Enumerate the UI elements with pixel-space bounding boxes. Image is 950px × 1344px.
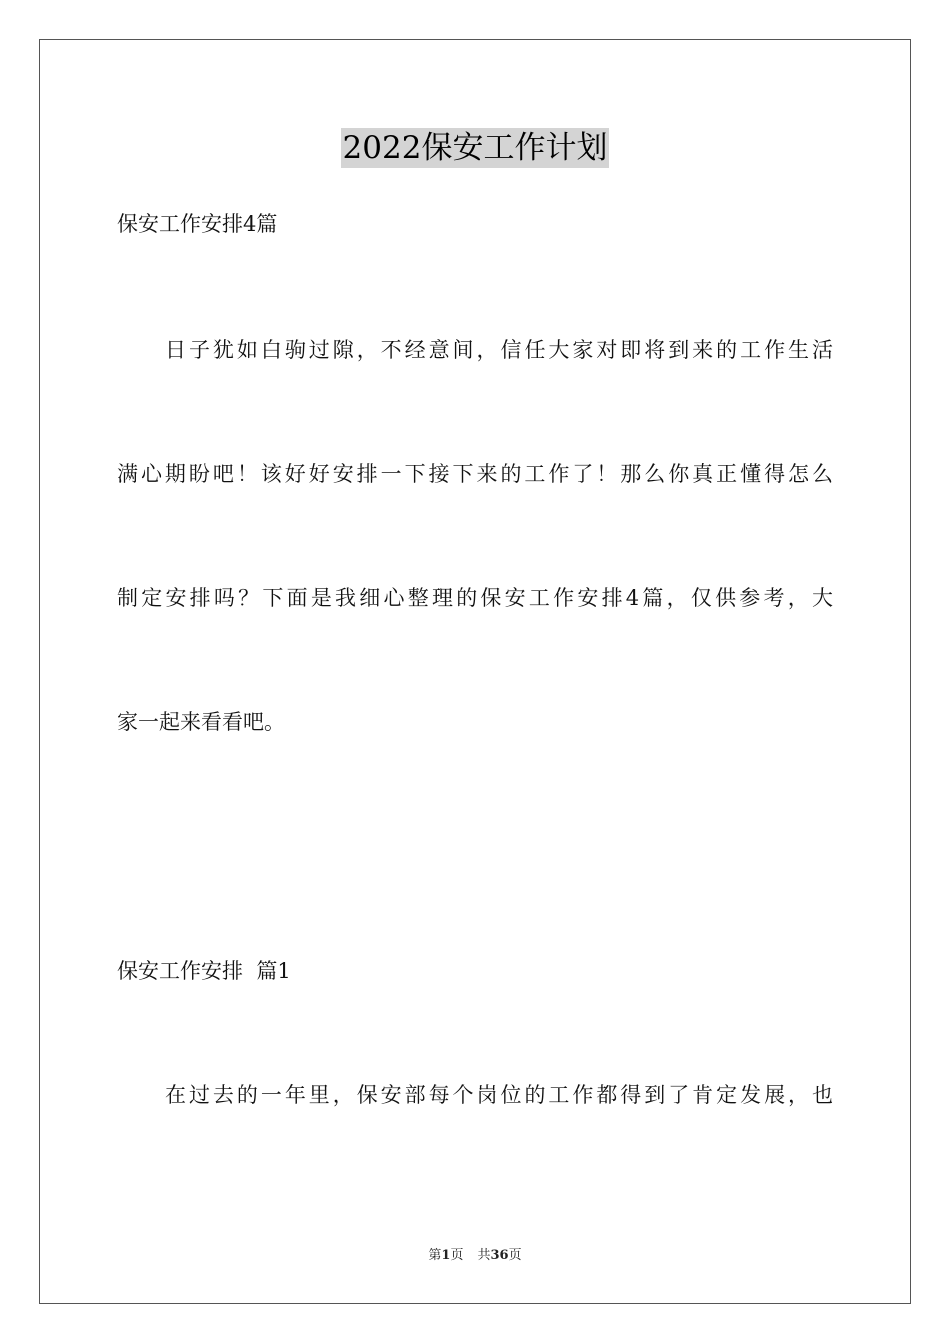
document-subtitle: 保安工作安排4篇 <box>117 212 278 236</box>
intro-line-3: 制定安排吗？下面是我细心整理的保安工作安排4篇，仅供参考，大 <box>117 586 833 610</box>
document-title: 2022保安工作计划 <box>342 130 608 166</box>
section-heading: 保安工作安排 篇1 <box>117 959 291 983</box>
total-pages: 36 <box>490 1248 509 1263</box>
page-suffix: 页 <box>450 1248 464 1263</box>
intro-line-1: 日子犹如白驹过隙，不经意间，信任大家对即将到来的工作生活 <box>165 338 833 362</box>
page-footer <box>0 1247 950 1265</box>
title-container <box>0 128 950 168</box>
total-prefix: 共 <box>477 1248 491 1263</box>
total-suffix: 页 <box>508 1248 522 1263</box>
intro-line-4: 家一起来看看吧。 <box>117 710 285 734</box>
page-number: 1 <box>441 1248 451 1263</box>
page-prefix: 第 <box>428 1248 442 1263</box>
intro-line-2: 满心期盼吧！该好好安排一下接下来的工作了！那么你真正懂得怎么 <box>117 462 833 486</box>
section-first-line: 在过去的一年里，保安部每个岗位的工作都得到了肯定发展，也 <box>165 1083 833 1107</box>
